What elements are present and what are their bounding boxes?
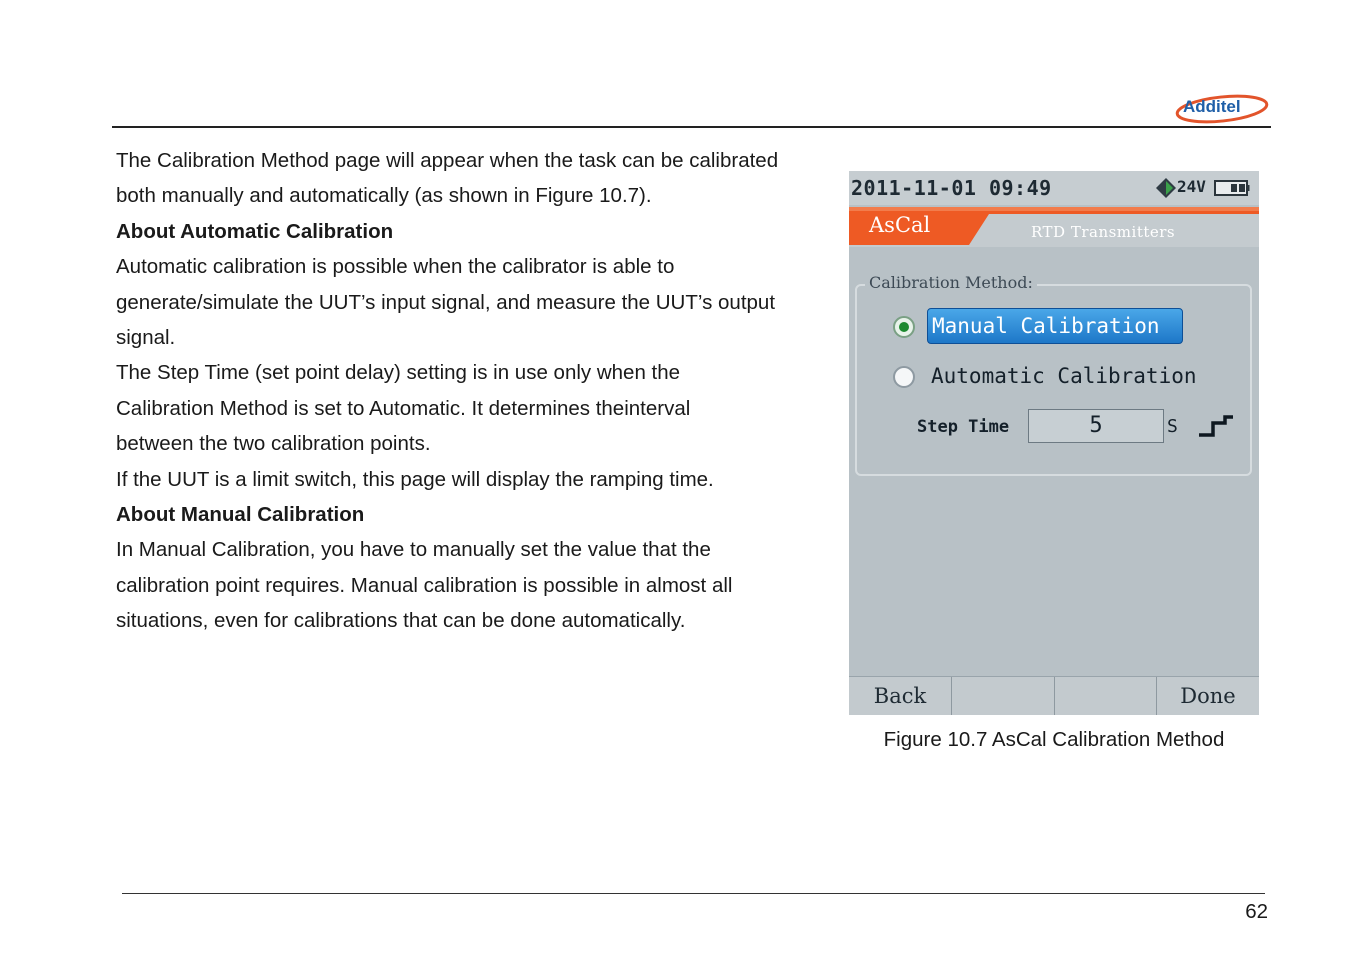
device-screen: [849, 171, 1259, 715]
radio-automatic[interactable]: [893, 366, 915, 388]
step-time-input[interactable]: 5: [1028, 409, 1164, 443]
body-text: [116, 143, 836, 639]
tab-rtd-transmitters[interactable]: RTD Transmitters: [1031, 223, 1176, 241]
additel-logo: [1174, 90, 1270, 124]
header-rule: [112, 126, 1271, 128]
paragraph: The Calibration Method page will appear when the task can be calibrated: [116, 149, 779, 172]
paragraph: Calibration Method is set to Automatic. It determines theinterval: [116, 396, 691, 420]
step-time-unit: S: [1167, 416, 1178, 437]
group-title: Calibration Method:: [865, 273, 1037, 292]
softkey-back[interactable]: Back: [849, 677, 952, 715]
softkey-blank-2[interactable]: [1055, 677, 1157, 715]
step-waveform-icon: [1197, 413, 1235, 439]
figure-caption: Figure 10.7 AsCal Calibration Method: [883, 728, 1225, 751]
svg-text:Additel: Additel: [1183, 97, 1241, 116]
paragraph: The Step Time (set point delay) setting is in use only when the: [116, 361, 681, 385]
tab-ascal[interactable]: AsCal: [869, 213, 931, 237]
signal-diamond-icon: [1155, 177, 1177, 199]
paragraph: calibration point requires. Manual calibration is possible in almost all: [116, 573, 733, 597]
paragraph: In Manual Calibration, you have to manually set the value that the: [116, 538, 711, 562]
automatic-calibration-option[interactable]: Automatic Calibration: [931, 364, 1197, 388]
battery-icon: [1214, 180, 1250, 196]
paragraph: situations, even for calibrations that can be done automatically.: [116, 609, 686, 633]
paragraph: signal.: [116, 326, 176, 350]
softkey-done[interactable]: Done: [1180, 684, 1236, 708]
footer-rule: [122, 893, 1265, 894]
paragraph: both manually and automatically (as shown in Figure 10.7).: [116, 184, 652, 208]
paragraph: If the UUT is a limit switch, this page will display the ramping time.: [116, 467, 714, 491]
paragraph: Automatic calibration is possible when the calibrator is able to: [116, 255, 675, 279]
paragraph: generate/simulate the UUT’s input signal, and measure the UUT’s output: [116, 290, 776, 314]
manual-calibration-option[interactable]: Manual Calibration: [927, 308, 1183, 344]
softkey-bar: [849, 676, 1259, 715]
softkey-blank-1[interactable]: [952, 677, 1055, 715]
page-number: 62: [1245, 900, 1268, 923]
status-voltage: 24V: [1177, 177, 1206, 196]
heading-manual-calibration: About Manual Calibration: [116, 503, 365, 527]
paragraph: between the two calibration points.: [116, 432, 431, 456]
heading-automatic-calibration: About Automatic Calibration: [116, 219, 394, 243]
radio-manual[interactable]: [893, 316, 915, 338]
step-time-label: Step Time: [917, 417, 1010, 437]
status-datetime: 2011-11-01 09:49: [851, 176, 1052, 200]
